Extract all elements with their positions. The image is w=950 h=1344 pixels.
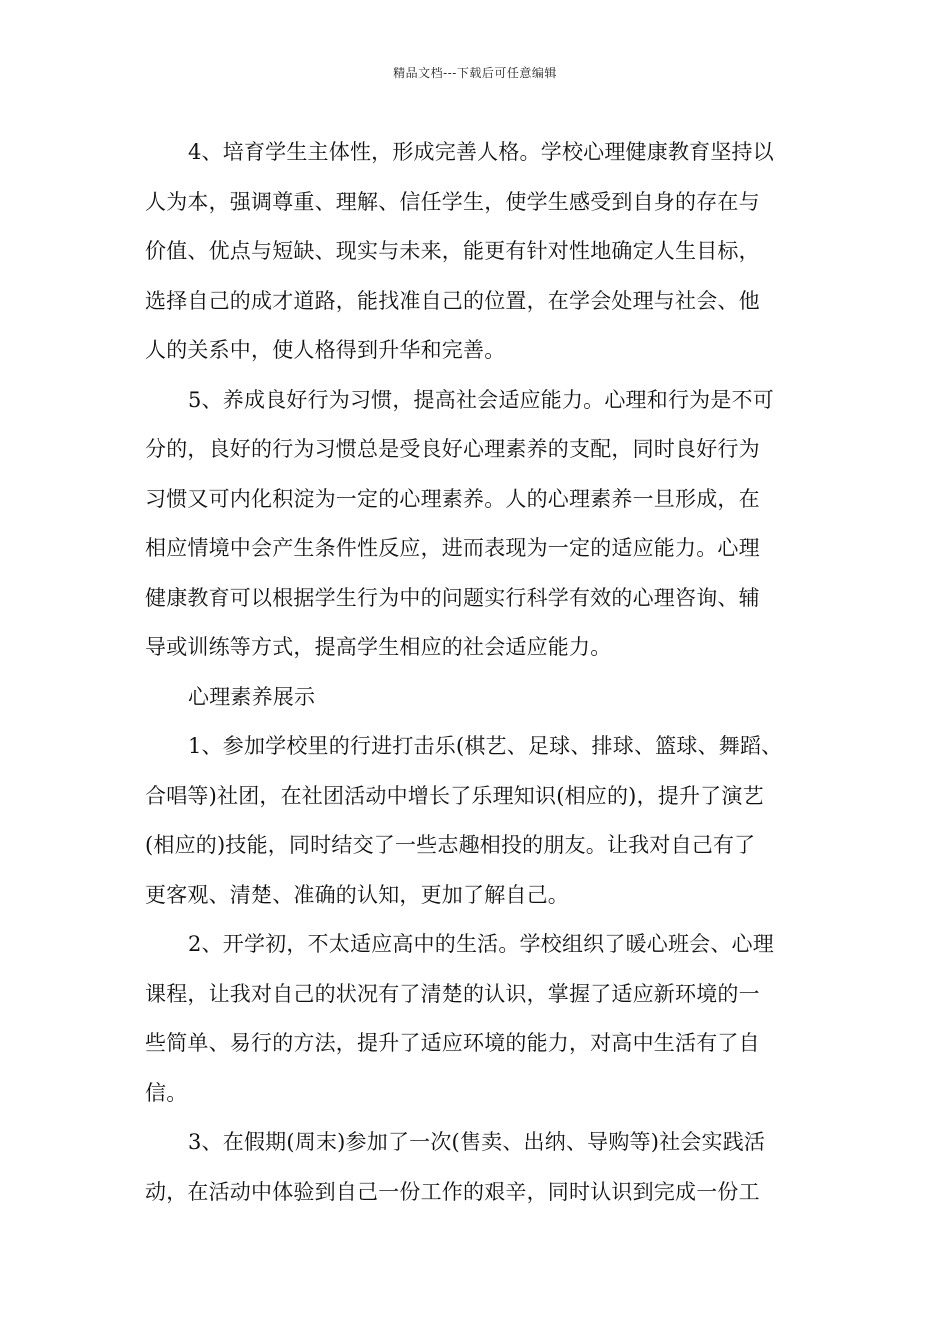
document-body bbox=[145, 128, 815, 1217]
item-3-line-1: 3、在假期(周末)参加了一次(售卖、出纳、导购等)社会实践活 bbox=[188, 1130, 766, 1154]
paragraph-5-line-5: 健康教育可以根据学生行为中的问题实行科学有效的心理咨询、辅 bbox=[145, 585, 760, 610]
item-3-line-2: 动，在活动中体验到自己一份工作的艰辛，同时认识到完成一份工 bbox=[145, 1179, 760, 1204]
paragraph-5-line-2: 分的，良好的行为习惯总是受良好心理素养的支配，同时良好行为 bbox=[145, 437, 760, 461]
item-1-line-2: 合唱等)社团，在社团活动中增长了乐理知识(相应的)，提升了演艺 bbox=[145, 783, 764, 808]
section-heading: 心理素养展示 bbox=[188, 684, 316, 709]
item-1-line-3: (相应的)技能，同时结交了一些志趣相投的朋友。让我对自己有了 bbox=[145, 833, 756, 857]
paragraph-5-line-3: 习惯又可内化积淀为一定的心理素养。人的心理素养一旦形成，在 bbox=[145, 486, 760, 511]
paragraph-4-line-3: 价值、优点与短缺、现实与未来，能更有针对性地确定人生目标， bbox=[145, 239, 760, 263]
paragraph-4-line-1: 4、培育学生主体性，形成完善人格。学校心理健康教育坚持以 bbox=[188, 140, 774, 164]
paragraph-5-line-6: 导或训练等方式，提高学生相应的社会适应能力。 bbox=[145, 635, 612, 659]
page-header: 精品文档---下载后可任意编辑 bbox=[393, 66, 557, 80]
item-2-line-4: 信。 bbox=[145, 1080, 188, 1105]
item-2-line-2: 课程，让我对自己的状况有了清楚的认识，掌握了适应新环境的一 bbox=[145, 981, 760, 1006]
item-2-line-3: 些简单、易行的方法，提升了适应环境的能力，对高中生活有了自 bbox=[145, 1031, 760, 1055]
paragraph-4-line-4: 选择自己的成才道路，能找准自己的位置，在学会处理与社会、他 bbox=[145, 288, 760, 313]
paragraph-4-line-5: 人的关系中，使人格得到升华和完善。 bbox=[145, 338, 506, 362]
paragraph-5-line-4: 相应情境中会产生条件性反应，进而表现为一定的适应能力。心理 bbox=[145, 536, 760, 560]
item-1-line-4: 更客观、清楚、准确的认知，更加了解自己。 bbox=[145, 882, 569, 907]
paragraph-5-line-1: 5、养成良好行为习惯，提高社会适应能力。心理和行为是不可 bbox=[188, 387, 774, 412]
item-2-line-1: 2、开学初，不太适应高中的生活。学校组织了暖心班会、心理 bbox=[188, 932, 774, 956]
item-1-line-1: 1、参加学校里的行进打击乐(棋艺、足球、排球、篮球、舞蹈、 bbox=[188, 734, 783, 758]
paragraph-4-line-2: 人为本，强调尊重、理解、信任学生，使学生感受到自身的存在与 bbox=[145, 189, 760, 214]
